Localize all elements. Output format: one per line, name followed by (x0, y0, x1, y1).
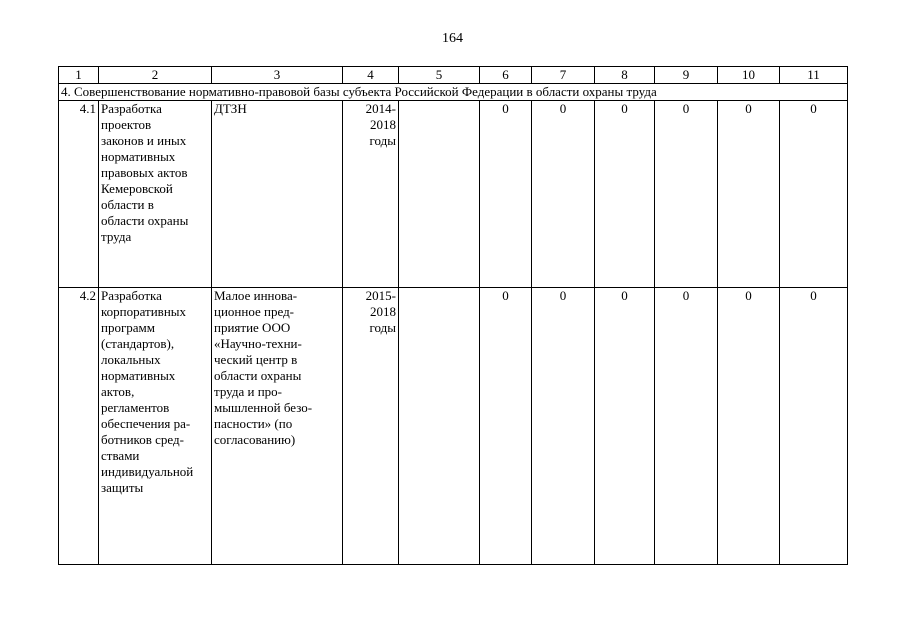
value-cell: 0 (780, 101, 848, 288)
measure-name: Разработка корпоративных программ (стандартов), локальных нормативных актов, регламентов обеспечения ра- ботников сред- ствами индивидуальной защиты (99, 288, 212, 565)
value-cell: 0 (480, 288, 532, 565)
column-number: 3 (212, 67, 343, 84)
column-number-row (59, 67, 848, 84)
column-number: 8 (595, 67, 655, 84)
funding-source (399, 101, 480, 288)
period: 2015- 2018 годы (343, 288, 399, 565)
measures-table (58, 66, 848, 565)
value-cell: 0 (480, 101, 532, 288)
value-cell: 0 (595, 288, 655, 565)
value-cell: 0 (718, 101, 780, 288)
column-number: 7 (532, 67, 595, 84)
page-number: 164 (442, 31, 463, 46)
value-cell: 0 (718, 288, 780, 565)
funding-source (399, 288, 480, 565)
value-cell: 0 (780, 288, 848, 565)
column-number: 6 (480, 67, 532, 84)
executor: Малое иннова- ционное пред- приятие ООО «Научно-техни- ческий центр в области охраны труда и про- мышленной безо- пасности» (по согласованию) (212, 288, 343, 565)
value-cell: 0 (595, 101, 655, 288)
row-number: 4.1 (59, 101, 99, 288)
value-cell: 0 (532, 101, 595, 288)
executor: ДТЗН (212, 101, 343, 288)
table-row (59, 288, 848, 565)
section-row (59, 84, 848, 101)
value-cell: 0 (532, 288, 595, 565)
table-row (59, 101, 848, 288)
measure-name: Разработка проектов законов и иных нормативных правовых актов Кемеровской области в области охраны труда (99, 101, 212, 288)
column-number: 2 (99, 67, 212, 84)
value-cell: 0 (655, 288, 718, 565)
section-title: 4. Совершенствование нормативно-правовой базы субъекта Российской Федерации в области охраны труда (59, 84, 848, 101)
column-number: 9 (655, 67, 718, 84)
column-number: 10 (718, 67, 780, 84)
column-number: 4 (343, 67, 399, 84)
row-number: 4.2 (59, 288, 99, 565)
column-number: 11 (780, 67, 848, 84)
period: 2014- 2018 годы (343, 101, 399, 288)
value-cell: 0 (655, 101, 718, 288)
column-number: 5 (399, 67, 480, 84)
column-number: 1 (59, 67, 99, 84)
